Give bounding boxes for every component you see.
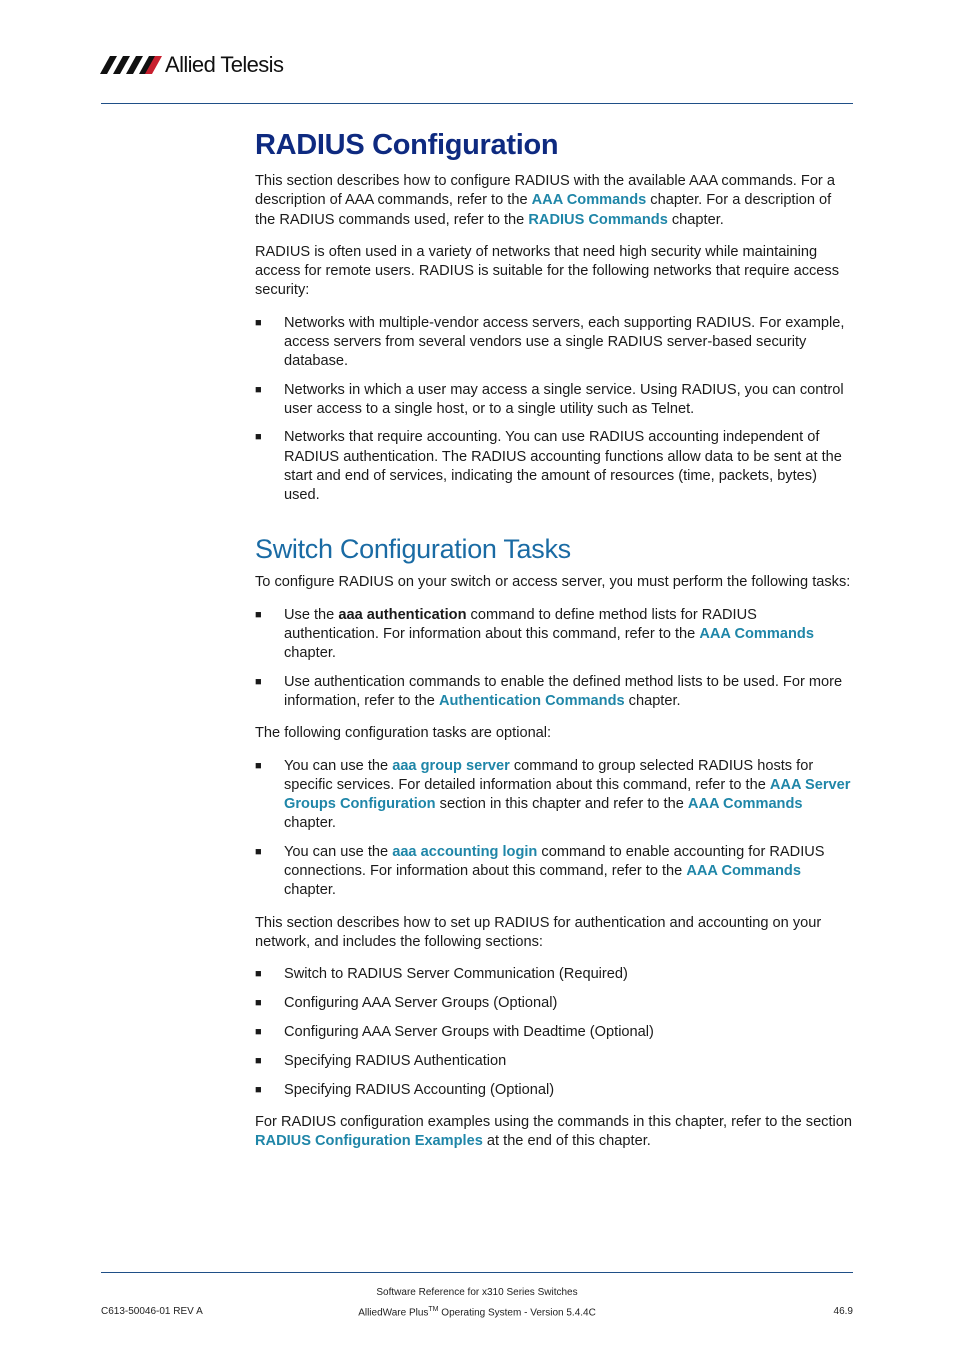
bullet-icon: ■ xyxy=(255,845,262,858)
bullet-icon: ■ xyxy=(255,316,262,329)
list-item: ■ Use the aaa authentication command to define method lists for RADIUS authentication. For information about this command, refer to the AAA Commands chapter. xyxy=(255,606,814,662)
footer-title: Software Reference for x310 Series Switches xyxy=(376,1287,578,1298)
list-item: ■ You can use the aaa accounting login command to enable accounting for RADIUS connections. For information about this command, refer to the AAA Commands chapter. xyxy=(255,843,825,899)
bullet-icon: ■ xyxy=(255,383,262,396)
link-aaa-server-groups-configuration[interactable]: AAA Server Groups Configuration xyxy=(284,776,851,813)
link-aaa-commands[interactable]: AAA Commands xyxy=(686,863,801,880)
footer-rule xyxy=(101,1272,853,1273)
list-item: ■ Use authentication commands to enable the defined method lists to be used. For more information, refer to the Authentication Commands chapter. xyxy=(255,673,843,709)
bullet-icon: ■ xyxy=(255,608,262,621)
sections-intro: This section describes how to set up RADIUS for authentication and accounting on your network, and includes the following sections: xyxy=(255,914,822,950)
list-item: ■ Specifying RADIUS Accounting (Optional) xyxy=(255,1081,855,1100)
link-radius-commands[interactable]: RADIUS Commands xyxy=(528,211,668,228)
link-radius-configuration-examples[interactable]: RADIUS Configuration Examples xyxy=(255,1133,483,1150)
list-item: ■ You can use the aaa group server command to group selected RADIUS hosts for specific services. For detailed information about this command, refer to the AAA Server Groups Configuration section in this chapter and refer to the AAA Commands chapter. xyxy=(255,757,851,832)
intro-paragraph-2: RADIUS is often used in a variety of networks that need high security while maintaining access for remote users. RADIUS is suitable for the following networks that require access security: xyxy=(255,243,839,299)
bullet-icon: ■ xyxy=(255,1083,262,1096)
networks-list xyxy=(255,314,855,506)
logo-text: Allied Telesis xyxy=(165,52,284,77)
bullet-icon: ■ xyxy=(255,759,262,772)
footer-doc-id: C613-50046-01 REV A xyxy=(101,1306,203,1317)
list-item: ■ Networks that require accounting. You can use RADIUS accounting independent of RADIUS authentication. The RADIUS accounting functions allow data to be sent at the start and end of services, indicating the amount of resources (time, packets, bytes) used. xyxy=(255,429,842,504)
optional-tasks-list xyxy=(255,757,855,901)
bullet-icon: ■ xyxy=(255,997,262,1010)
page-title: RADIUS Configuration xyxy=(255,129,559,161)
list-item: ■ Configuring AAA Server Groups (Optional) xyxy=(255,994,855,1013)
optional-intro: The following configuration tasks are optional: xyxy=(255,725,552,742)
bullet-icon: ■ xyxy=(255,675,262,688)
list-item: ■ Specifying RADIUS Authentication xyxy=(255,1052,855,1071)
list-item: ■ Networks with multiple-vendor access servers, each supporting RADIUS. For example, access servers from several vendors use a single RADIUS server-based security database. xyxy=(255,314,845,370)
tasks-paragraph: To configure RADIUS on your switch or access server, you must perform the following tasks: xyxy=(255,574,851,591)
link-aaa-accounting-login[interactable]: aaa accounting login xyxy=(392,843,538,860)
sections-list xyxy=(255,965,855,1100)
list-item: ■ Configuring AAA Server Groups with Deadtime (Optional) xyxy=(255,1023,855,1042)
link-authentication-commands[interactable]: Authentication Commands xyxy=(438,692,625,709)
header-rule xyxy=(101,103,853,104)
footer-os-version: AlliedWare Plus™ Operating System - Version 5.4.4C xyxy=(358,1306,596,1319)
main-content xyxy=(255,124,855,1152)
bullet-icon: ■ xyxy=(255,1025,262,1038)
bullet-icon: ■ xyxy=(255,431,262,444)
link-aaa-commands[interactable]: AAA Commands xyxy=(687,796,803,813)
closing-paragraph: For RADIUS configuration examples using the commands in this chapter, refer to the section RADIUS Configuration Examples at the end of this chapter. xyxy=(255,1114,853,1150)
intro-paragraph-1: This section describes how to configure RADIUS with the available AAA commands. For a description of AAA commands, refer to the AAA Commands chapter. For a description of the RADIUS commands used, refer to the RADIUS Commands chapter. xyxy=(255,173,835,228)
link-aaa-group-server[interactable]: aaa group server xyxy=(392,757,510,774)
logo xyxy=(100,52,283,78)
bullet-icon: ■ xyxy=(255,968,262,981)
required-tasks-list xyxy=(255,606,855,711)
bullet-icon: ■ xyxy=(255,1054,262,1067)
section-heading-tasks: Switch Configuration Tasks xyxy=(255,534,571,565)
allied-telesis-logo-icon xyxy=(100,54,162,76)
list-item: ■ Switch to RADIUS Server Communication (Required) xyxy=(255,965,855,984)
page-number: 46.9 xyxy=(833,1306,853,1317)
link-aaa-commands[interactable]: AAA Commands xyxy=(699,626,814,643)
link-aaa-commands[interactable]: AAA Commands xyxy=(531,192,647,209)
list-item: ■ Networks in which a user may access a single service. Using RADIUS, you can control user access to a single host, or to a single utility such as Telnet. xyxy=(255,381,844,417)
